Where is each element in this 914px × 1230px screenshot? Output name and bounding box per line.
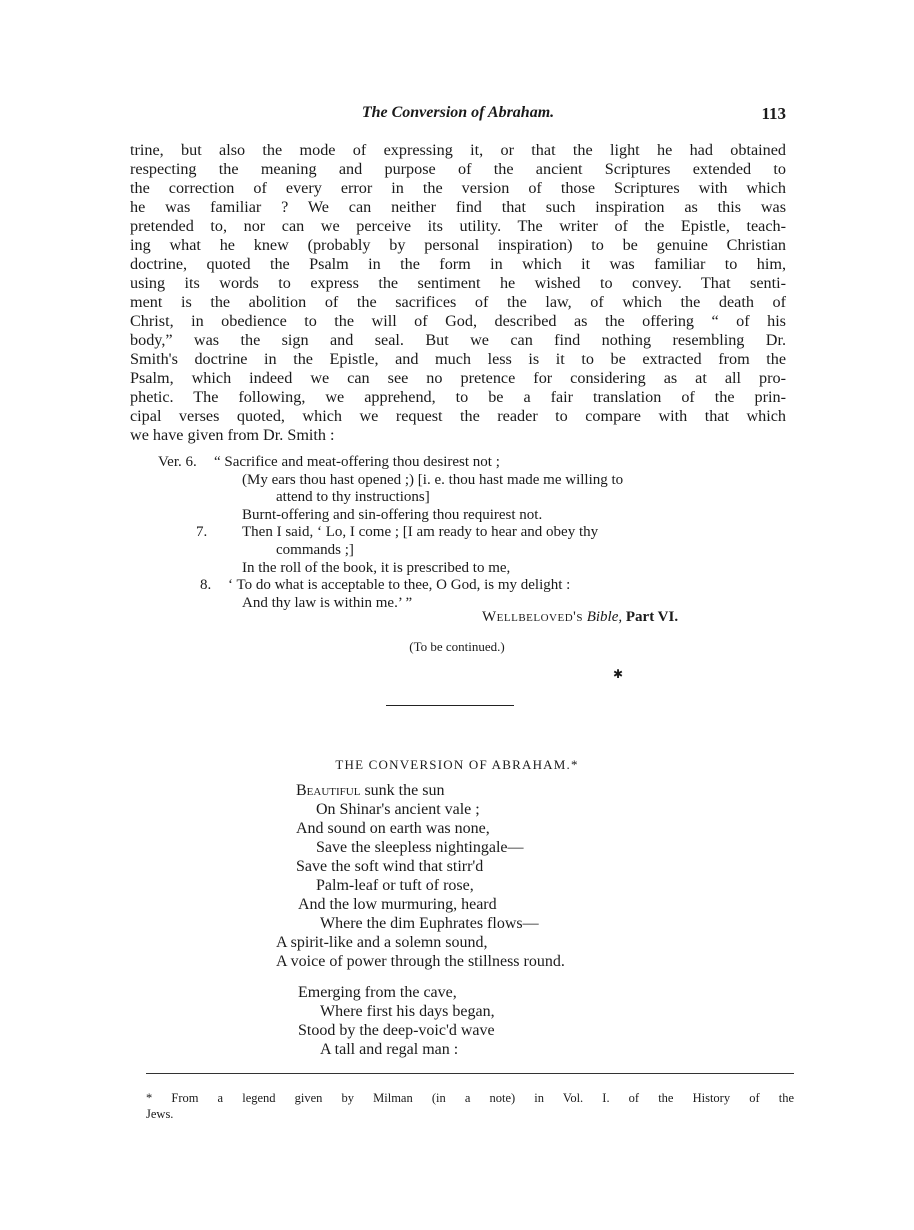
verse-text: In the roll of the book, it is prescribed to me, [242,559,511,576]
prose-line: ing what he knew (probably by personal inspiration) to be genuine Christian [130,236,786,254]
running-head [130,104,786,126]
quote-line [158,472,788,490]
prose-line: using its words to express the sentiment he wished to convey. That senti- [130,274,786,292]
prose-line: body,” was the sign and seal. But we can find nothing resembling Dr. [130,331,786,349]
verse-number: 7. [196,524,208,541]
quote-line [158,454,788,472]
attribution-part: Part VI. [625,609,679,625]
poem-line [296,782,444,800]
verse-text: attend to thy instructions] [276,489,430,506]
poem-line: Palm-leaf or tuft of rose, [316,877,474,894]
verse-text: Burnt-offering and sin-offering thou requirest not. [242,506,543,523]
quote-line [158,542,788,560]
verse-text: ‘ To do what is acceptable to thee, O God, is my delight : [228,577,571,594]
prose-line: ment is the abolition of the sacrifices of the law, of which the death of [130,293,786,311]
poem-line: Save the sleepless nightingale— [316,839,524,856]
poem-line: Save the soft wind that stirr'd [296,858,484,875]
poem-line: And the low murmuring, heard [298,896,497,913]
poem-title: THE CONVERSION OF ABRAHAM.* [335,757,579,772]
poem-line: On Shinar's ancient vale ; [316,801,480,818]
quote-line [158,524,788,542]
section-divider [386,705,514,706]
poem-line: Where first his days began, [320,1003,495,1020]
attribution [482,609,678,626]
poem-line: And sound on earth was none, [296,820,490,837]
verse-text: (My ears thou hast opened ;) [i. e. thou hast made me willing to [242,471,624,488]
poem-line: Stood by the deep-voic'd wave [298,1022,495,1039]
verse-text: “ Sacrifice and meat-offering thou desirest not ; [214,454,500,470]
attribution-work: Bible, [586,609,623,625]
to-be-continued: (To be continued.) [409,639,505,654]
ornament-icon: ✱ [613,667,624,681]
poem-line: A tall and regal man : [320,1041,459,1058]
running-title: The Conversion of Abraham. [361,104,555,121]
prose-line: the correction of every error in the version of those Scriptures with which [130,179,786,197]
poem-line: A voice of power through the stillness round. [276,953,565,970]
poem-line: Where the dim Euphrates flows— [320,915,539,932]
poem-line: Emerging from the cave, [298,984,457,1001]
poem-line-text: sunk the sun [360,782,445,799]
verse-number: 8. [200,577,212,594]
prose-line: Christ, in obedience to the will of God, described as the offering “ of his [130,312,786,330]
verse-text: Then I said, ‘ Lo, I come ; [I am ready to hear and obey thy [242,524,599,541]
quote-line [158,595,788,613]
quote-line [158,489,788,507]
verse-text: And thy law is within me.’ ” [242,594,413,611]
attribution-author: Wellbeloved's [482,609,583,625]
prose-line: we have given from Dr. Smith : [130,426,335,444]
poem-initial-word: Beautiful [296,782,361,799]
prose-line: phetic. The following, we apprehend, to be a fair translation of the prin- [130,388,786,406]
quote-line [158,507,788,525]
prose-line: Smith's doctrine in the Epistle, and much less is it to be extracted from the [130,350,786,368]
prose-line: he was familiar ? We can neither find that such inspiration as this was [130,198,786,216]
footnote [146,1090,794,1122]
prose-paragraph [130,141,786,445]
prose-line: respecting the meaning and purpose of the ancient Scriptures extended to [130,160,786,178]
prose-line: doctrine, quoted the Psalm in the form in which it was familiar to him, [130,255,786,273]
page-number: 113 [761,104,786,123]
prose-line: cipal verses quoted, which we request the reader to compare with that which [130,407,786,425]
prose-line: Psalm, which indeed we can see no pretence for considering as at all pro- [130,369,786,387]
poem-line: A spirit-like and a solemn sound, [276,934,488,951]
footnote-rule [146,1073,794,1074]
footnote-line: * From a legend given by Milman (in a note) in Vol. I. of the History of the [146,1091,794,1105]
scripture-quote [158,454,788,612]
footnote-line: Jews. [146,1107,174,1121]
verse-number: Ver. 6. [158,454,197,470]
quote-line [158,577,788,595]
prose-line: pretended to, nor can we perceive its utility. The writer of the Epistle, teach- [130,217,786,235]
prose-line: trine, but also the mode of expressing it, or that the light he had obtained [130,141,786,159]
quote-line [158,560,788,578]
verse-text: commands ;] [276,541,354,558]
